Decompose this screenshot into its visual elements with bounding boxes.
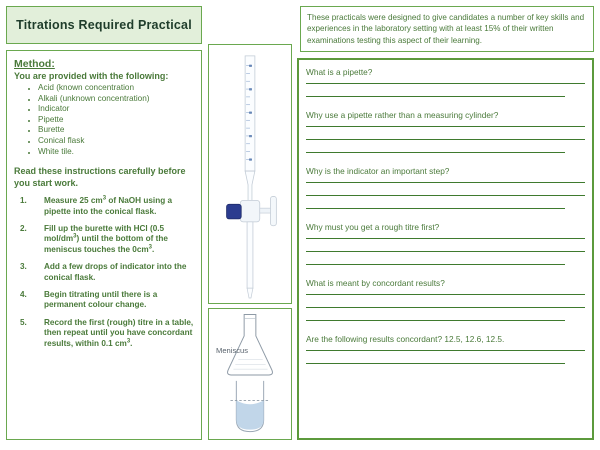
answer-line[interactable]	[306, 350, 585, 351]
question-text: What is meant by concordant results?	[306, 278, 445, 288]
question-text: Why must you get a rough titre first?	[306, 222, 440, 232]
equipment-item: • Acid (known concentration	[38, 83, 195, 94]
answer-line[interactable]	[306, 208, 565, 209]
burette-diagram-box	[208, 44, 292, 304]
intro-text: These practicals were designed to give candidates a number of key skills and experiences in the laboratory setting with at least 15% of their written examinations testing this aspect of their learning.	[307, 13, 585, 45]
equipment-item: • White tile.	[38, 147, 195, 158]
stopcock-knob-icon	[227, 204, 242, 219]
answer-line[interactable]	[306, 307, 585, 308]
question-text: Why use a pipette rather than a measuring cylinder?	[306, 110, 499, 120]
step-number: 4.	[20, 290, 27, 299]
answer-line[interactable]	[306, 320, 565, 321]
flask-meniscus-box	[208, 308, 292, 440]
question-text: What is a pipette?	[306, 67, 373, 77]
answer-line[interactable]	[306, 251, 585, 252]
step-number: 3.	[20, 262, 27, 272]
answer-line[interactable]	[306, 238, 585, 239]
equipment-item: • Burette	[38, 125, 195, 136]
meniscus-diagram-icon	[209, 309, 291, 439]
answer-line[interactable]	[306, 96, 565, 97]
answer-line[interactable]	[306, 83, 585, 84]
step-number: 5.	[20, 317, 27, 327]
question-item	[306, 109, 585, 153]
page-title: Titrations Required Practical	[16, 18, 192, 32]
questions-box	[297, 58, 594, 440]
method-step	[14, 224, 195, 255]
step-number: 2.	[20, 223, 27, 233]
step-text: Fill up the burette with HCl (0.5 mol/$dm^3$) until the bottom of the meniscus touches the $0cm^3$.	[44, 223, 168, 254]
answer-line[interactable]	[306, 139, 585, 140]
question-item	[306, 66, 585, 97]
answer-line[interactable]	[306, 363, 565, 364]
answer-line[interactable]	[306, 264, 565, 265]
equipment-item: • Conical flask	[38, 136, 195, 147]
question-text: Why is the indicator an important step?	[306, 166, 450, 176]
step-text: Record the first (rough) titre in a table, then repeat until you have concordant results, within 0.1 $cm^3$.	[44, 317, 194, 348]
method-box	[6, 50, 202, 440]
question-item	[306, 277, 585, 321]
meniscus-label: Meniscus	[216, 346, 249, 355]
question-text: Are the following results concordant? 12.5, 12.6, 12.5.	[306, 334, 505, 344]
step-text: Begin titrating until there is a permanent colour change.	[44, 290, 158, 310]
method-step	[14, 196, 195, 217]
read-instructions-note: Read these instructions carefully before you start work.	[14, 166, 186, 188]
intro-box	[300, 6, 594, 52]
answer-line[interactable]	[306, 152, 565, 153]
equipment-item: • Pipette	[38, 115, 195, 126]
step-text: Measure 25 $cm^3$ of NaOH using a pipette into the conical flask.	[44, 195, 173, 216]
worksheet-title-box	[6, 6, 202, 44]
equipment-list	[28, 83, 195, 157]
method-step	[14, 318, 195, 349]
step-text: Add a few drops of indicator into the conical flask.	[44, 262, 187, 282]
equipment-item: • Indicator	[38, 104, 195, 115]
question-item	[306, 221, 585, 265]
question-item	[306, 333, 585, 364]
method-heading: Method:	[14, 58, 55, 70]
method-step	[14, 262, 195, 283]
burette-icon	[209, 45, 291, 303]
question-item	[306, 165, 585, 209]
method-subheading: You are provided with the following:	[14, 71, 169, 81]
answer-line[interactable]	[306, 182, 585, 183]
step-number: 1.	[20, 196, 27, 206]
left-column	[6, 6, 202, 440]
equipment-item: • Alkali (unknown concentration)	[38, 94, 195, 105]
answer-line[interactable]	[306, 126, 585, 127]
method-steps-list	[14, 196, 195, 349]
answer-line[interactable]	[306, 294, 585, 295]
method-step	[14, 290, 195, 311]
answer-line[interactable]	[306, 195, 585, 196]
